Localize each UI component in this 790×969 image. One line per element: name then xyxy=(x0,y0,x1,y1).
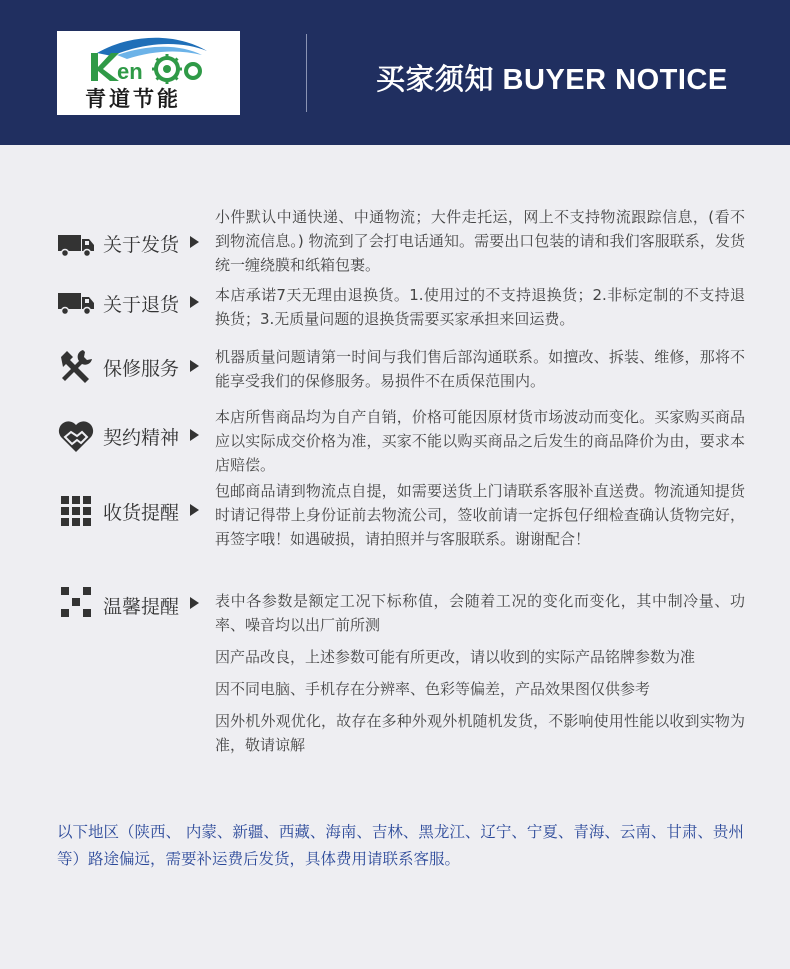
section-paragraph: 本店承诺7天无理由退换货。1.使用过的不支持退换货；2.非标定制的不支持退换货；3.无质量问题的退换货需要买家承担来回运费。 xyxy=(215,286,745,328)
section-text xyxy=(215,283,745,339)
section-paragraph: 包邮商品请到物流点自提，如需要送货上门请联系客服补直送费。物流通知提货时请记得带上身份证前去物流公司，签收前请一定拆包仔细检查确认货物完好，再签字哦！如遇破损，请拍照并与客服联系。谢谢配合！ xyxy=(215,482,745,548)
section-paragraph: 机器质量问题请第一时间与我们售后部沟通联系。如擅改、拆装、维修，那将不能享受我们的保修服务。易损件不在质保范围内。 xyxy=(215,348,745,390)
section-label: 保修服务 xyxy=(103,358,180,380)
arrow-right-icon xyxy=(190,236,199,248)
truck-icon xyxy=(57,283,95,321)
arrow-right-icon xyxy=(190,429,199,441)
truck-icon xyxy=(57,225,95,263)
section-text xyxy=(215,345,745,401)
header-banner xyxy=(0,0,790,145)
section-label: 收货提醒 xyxy=(103,502,180,524)
section-paragraph: 因产品改良，上述参数可能有所更改，请以收到的实际产品铭牌参数为准 xyxy=(215,648,696,666)
section-text xyxy=(215,405,745,485)
arrow-right-icon xyxy=(190,504,199,516)
tools-icon xyxy=(57,347,95,385)
section-text xyxy=(215,589,745,765)
section-paragraph: 表中各参数是额定工况下标称值，会随着工况的变化而变化，其中制冷量、功率、噪音均以出厂前所测 xyxy=(215,592,745,634)
section-label: 契约精神 xyxy=(103,427,180,449)
arrow-right-icon xyxy=(190,296,199,308)
handshake-heart-icon xyxy=(57,417,95,455)
section-label: 关于发货 xyxy=(103,234,180,256)
arrow-right-icon xyxy=(190,597,199,609)
logo-chinese-name: 青道节能 xyxy=(85,86,181,111)
section-label: 关于退货 xyxy=(103,294,180,316)
svg-text:en: en xyxy=(117,59,143,84)
section-paragraph: 本店所售商品均为自产自销，价格可能因原材货市场波动而变化。买家购买商品应以实际成交价格为准，买家不能以购买商品之后发生的商品降价为由，要求本店赔偿。 xyxy=(215,408,745,474)
section-text xyxy=(215,479,745,559)
section-label: 温馨提醒 xyxy=(103,596,180,618)
section-paragraph: 因不同电脑、手机存在分辨率、色彩等偏差，产品效果图仅供参考 xyxy=(215,680,651,698)
brand-logo xyxy=(57,31,240,115)
page-title: 买家须知 BUYER NOTICE xyxy=(376,64,728,96)
remote-area-notice: 以下地区（陕西、 内蒙、新疆、西藏、海南、吉林、黑龙江、辽宁、宁夏、青海、云南、甘肃、贵州等）路途偏远，需要补运费后发货，具体费用请联系客服。 xyxy=(57,823,744,868)
dots-pattern-icon xyxy=(57,583,95,621)
section-paragraph: 小件默认中通快递、中通物流；大件走托运，网上不支持物流跟踪信息，(看不到物流信息。) 物流到了会打电话通知。需要出口包装的请和我们客服联系，发货统一缠绕膜和纸箱包裹。 xyxy=(215,208,745,274)
arrow-right-icon xyxy=(190,360,199,372)
section-text xyxy=(215,205,745,285)
section-paragraph: 因外机外观优化，故存在多种外观外机随机发货，不影响使用性能以收到实物为准，敬请谅解 xyxy=(215,712,745,754)
header-divider xyxy=(306,34,307,112)
grid-icon xyxy=(57,492,95,530)
